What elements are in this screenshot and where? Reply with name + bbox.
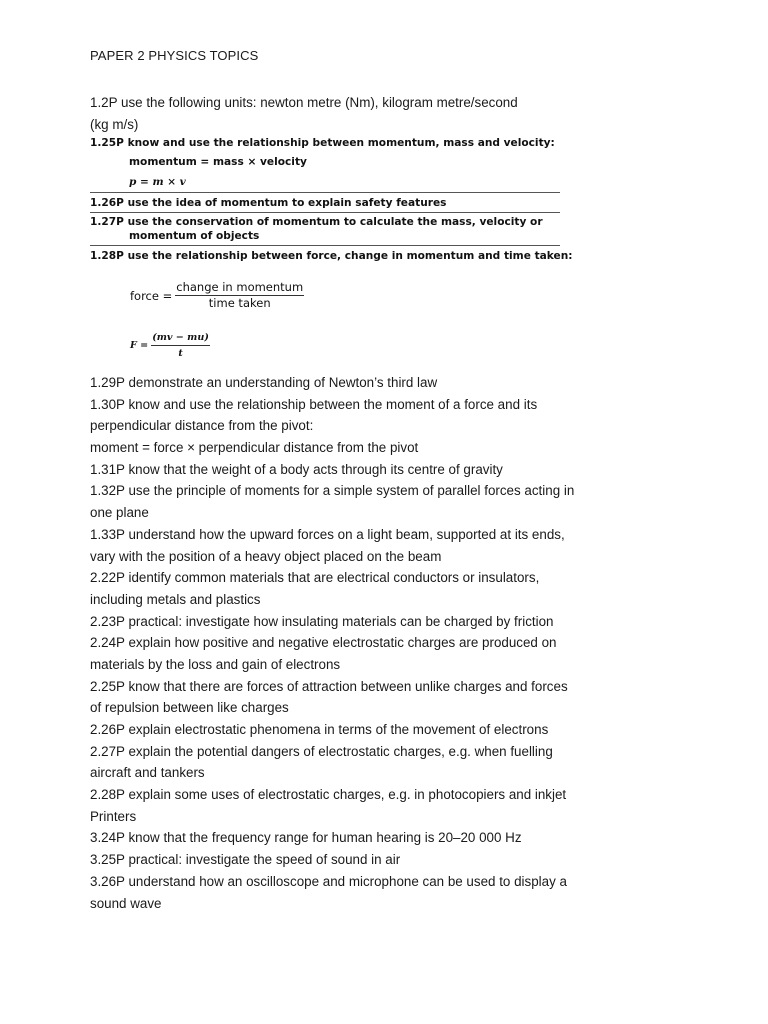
topic-line: of repulsion between like charges: [90, 700, 289, 716]
momentum-symbol-formula: p = m × v: [129, 176, 186, 188]
topic-line: perpendicular distance from the pivot:: [90, 418, 314, 434]
topic-line: 1.32P use the principle of moments for a simple system of parallel forces acting in: [90, 483, 575, 499]
force-equation-lhs: force =: [130, 288, 173, 303]
force-symbol-lhs: F =: [130, 340, 149, 351]
specification-excerpt-image: [90, 134, 573, 366]
spec-item-1-27p-line1: 1.27P use the conservation of momentum to calculate the mass, velocity or: [90, 216, 543, 228]
table-divider: [90, 192, 560, 193]
topic-line: 1.33P understand how the upward forces on a light beam, supported at its ends,: [90, 526, 565, 542]
topic-line: 2.27P explain the potential dangers of electrostatic charges, e.g. when fuelling: [90, 743, 553, 759]
momentum-word-formula: momentum = mass × velocity: [129, 156, 307, 168]
force-symbol-equation: [130, 331, 210, 360]
topic-line: one plane: [90, 505, 149, 521]
topic-line: including metals and plastics: [90, 591, 261, 607]
topic-line: 1.31P know that the weight of a body acts through its centre of gravity: [90, 461, 503, 477]
force-symbol-denominator: t: [178, 348, 183, 359]
topic-line: aircraft and tankers: [90, 765, 205, 781]
intro-line: 1.2P use the following units: newton metre (Nm), kilogram metre/second: [90, 95, 518, 110]
topic-line: 3.25P practical: investigate the speed of sound in air: [90, 852, 401, 868]
topic-list: [90, 372, 610, 914]
document-title: PAPER 2 PHYSICS TOPICS: [90, 48, 259, 63]
force-symbol-numerator: (mv − mu): [152, 332, 209, 343]
topic-line: 3.24P know that the frequency range for human hearing is 20–20 000 Hz: [90, 830, 522, 846]
intro-paragraph: [90, 92, 570, 135]
topic-line: 3.26P understand how an oscilloscope and microphone can be used to display a: [90, 873, 567, 889]
topic-line: 2.22P identify common materials that are electrical conductors or insulators,: [90, 570, 540, 586]
topic-line: 2.26P explain electrostatic phenomena in terms of the movement of electrons: [90, 722, 549, 737]
topic-line: moment = force × perpendicular distance from the pivot: [90, 440, 419, 456]
fraction-bar: [151, 345, 210, 346]
spec-item-1-26p: 1.26P use the idea of momentum to explain safety features: [90, 197, 447, 209]
table-divider: [90, 212, 560, 213]
table-divider: [90, 245, 560, 246]
force-word-equation: [130, 281, 304, 310]
topic-line: Printers: [90, 808, 137, 824]
spec-item-1-28p: 1.28P use the relationship between force, change in momentum and time taken:: [90, 250, 573, 262]
spec-item-1-27p-line2: momentum of objects: [129, 230, 260, 242]
force-equation-denominator: time taken: [208, 296, 271, 310]
intro-line: (kg m/s): [90, 116, 139, 132]
topic-line: 2.23P practical: investigate how insulating materials can be charged by friction: [90, 613, 554, 629]
force-equation-numerator: change in momentum: [176, 280, 304, 294]
topic-line: 2.28P explain some uses of electrostatic charges, e.g. in photocopiers and inkjet: [90, 787, 567, 803]
topic-line: materials by the loss and gain of electrons: [90, 656, 341, 672]
spec-item-1-25p: 1.25P know and use the relationship between momentum, mass and velocity:: [90, 137, 555, 149]
topic-line: sound wave: [90, 895, 162, 911]
topic-line: 2.24P explain how positive and negative electrostatic charges are produced on: [90, 635, 557, 651]
topic-line: 1.29P demonstrate an understanding of Newton’s third law: [90, 375, 438, 390]
topic-line: vary with the position of a heavy object placed on the beam: [90, 548, 442, 564]
topic-line: 1.30P know and use the relationship between the moment of a force and its: [90, 396, 538, 412]
topic-line: 2.25P know that there are forces of attraction between unlike charges and forces: [90, 678, 568, 694]
